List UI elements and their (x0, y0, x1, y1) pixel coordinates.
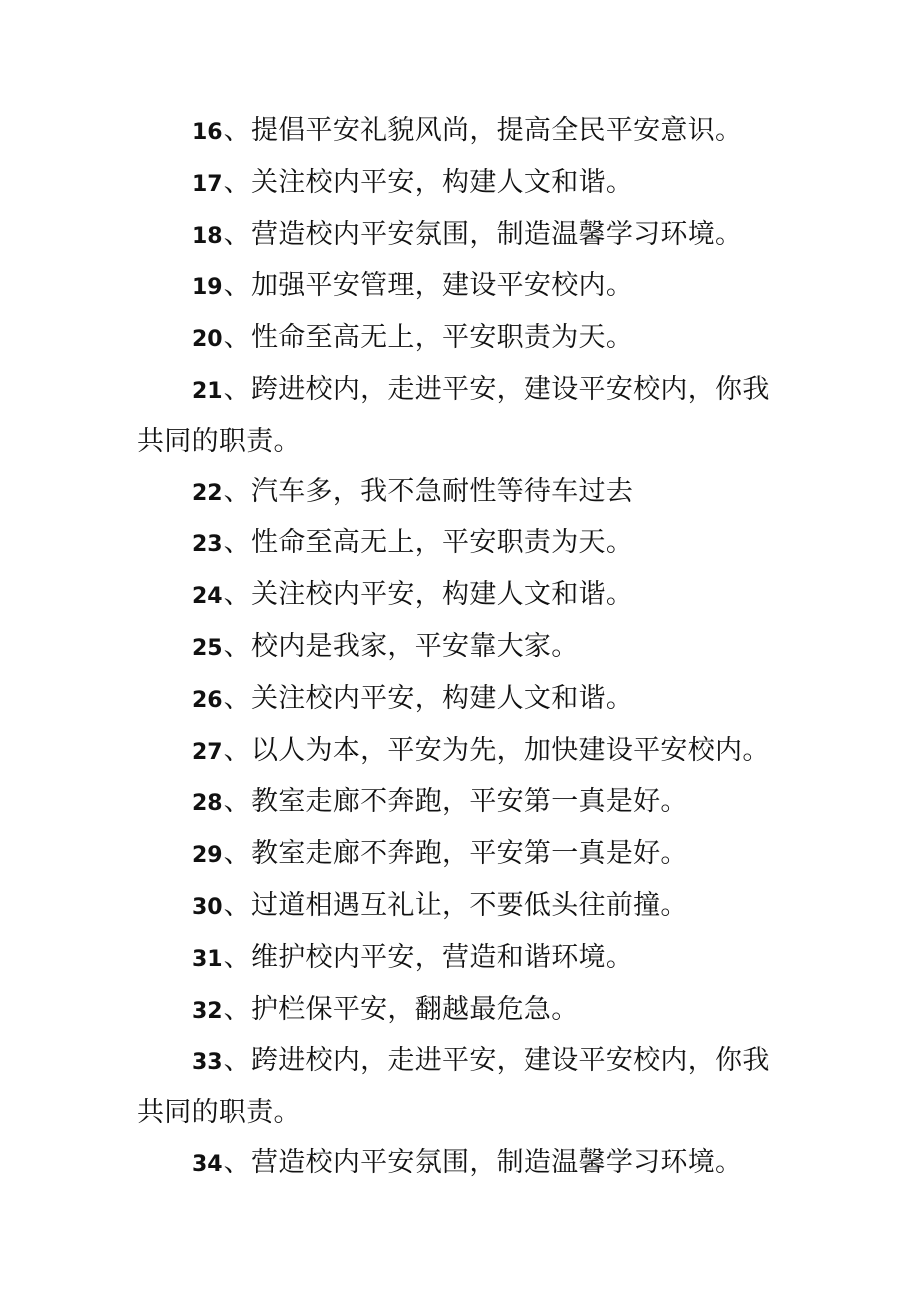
item-text: 关注校内平安，构建人文和谐。 (250, 579, 634, 611)
item-number: 28 (192, 791, 223, 817)
item-text: 加强平安管理，建设平安校内。 (250, 270, 634, 302)
item-separator: 、 (223, 941, 251, 973)
item-number: 20 (192, 327, 223, 353)
item-separator: 、 (223, 579, 251, 611)
item-number: 32 (192, 998, 223, 1024)
list-item (137, 467, 787, 519)
item-text: 提倡平安礼貌风尚，提高全民平安意识。 (250, 115, 743, 146)
list-item (137, 106, 787, 158)
item-separator: 、 (223, 218, 251, 250)
list-item (137, 881, 787, 933)
item-separator: 、 (223, 993, 251, 1025)
item-text: 跨进校内，走进平安，建设平安校内，你我共同的职责。 (137, 373, 770, 457)
item-separator: 、 (223, 838, 251, 870)
item-number: 33 (192, 1050, 223, 1076)
list-item (137, 158, 787, 210)
item-number: 27 (192, 739, 223, 765)
item-text: 性命至高无上，平安职责为天。 (250, 527, 634, 559)
list-item (137, 365, 787, 467)
list-item (137, 1036, 787, 1138)
item-number: 34 (192, 1151, 223, 1177)
item-separator: 、 (223, 527, 251, 559)
slogan-list (137, 106, 787, 1190)
list-item (137, 777, 787, 829)
list-item (137, 313, 787, 365)
item-number: 26 (192, 687, 223, 713)
item-text: 校内是我家，平安靠大家。 (250, 630, 579, 662)
item-separator: 、 (223, 322, 251, 354)
item-number: 22 (192, 480, 223, 506)
list-item (137, 622, 787, 674)
item-number: 29 (192, 843, 223, 869)
item-text: 性命至高无上，平安职责为天。 (250, 322, 634, 354)
item-separator: 、 (223, 475, 251, 507)
item-text: 跨进校内，走进平安，建设平安校内，你我共同的职责。 (137, 1045, 770, 1129)
item-separator: 、 (223, 1045, 251, 1077)
item-number: 17 (192, 171, 223, 197)
list-item (137, 261, 787, 313)
list-item (137, 726, 787, 778)
item-number: 19 (192, 275, 223, 301)
item-separator: 、 (223, 115, 251, 146)
list-item (137, 518, 787, 570)
list-item (137, 829, 787, 881)
item-text: 维护校内平安，营造和谐环境。 (250, 941, 634, 973)
item-separator: 、 (223, 1146, 251, 1178)
item-number: 24 (192, 584, 223, 610)
item-text: 教室走廊不奔跑，平安第一真是好。 (250, 838, 688, 870)
item-number: 18 (192, 223, 223, 249)
list-item (137, 674, 787, 726)
item-separator: 、 (223, 166, 251, 198)
list-item (137, 985, 787, 1037)
list-item (137, 570, 787, 622)
item-number: 30 (192, 894, 223, 920)
item-separator: 、 (223, 373, 251, 405)
item-number: 23 (192, 532, 223, 558)
item-number: 25 (192, 635, 223, 661)
item-text: 汽车多，我不急耐性等待车过去 (250, 475, 634, 507)
item-text: 营造校内平安氛围，制造温馨学习环境。 (250, 218, 743, 250)
item-text: 营造校内平安氛围，制造温馨学习环境。 (250, 1146, 743, 1178)
list-item (137, 933, 787, 985)
item-text: 以人为本，平安为先，加快建设平安校内。 (250, 734, 770, 766)
item-separator: 、 (223, 270, 251, 302)
item-number: 21 (192, 378, 223, 404)
item-separator: 、 (223, 889, 251, 921)
list-item (137, 210, 787, 262)
item-text: 护栏保平安，翻越最危急。 (250, 993, 579, 1025)
item-text: 关注校内平安，构建人文和谐。 (250, 682, 634, 714)
item-text: 教室走廊不奔跑，平安第一真是好。 (250, 786, 688, 818)
item-text: 过道相遇互礼让，不要低头往前撞。 (250, 889, 688, 921)
item-number: 31 (192, 946, 223, 972)
item-separator: 、 (223, 786, 251, 818)
item-separator: 、 (223, 630, 251, 662)
item-separator: 、 (223, 734, 251, 766)
list-item (137, 1138, 787, 1190)
item-separator: 、 (223, 682, 251, 714)
item-text: 关注校内平安，构建人文和谐。 (250, 166, 634, 198)
item-number: 16 (192, 120, 223, 145)
